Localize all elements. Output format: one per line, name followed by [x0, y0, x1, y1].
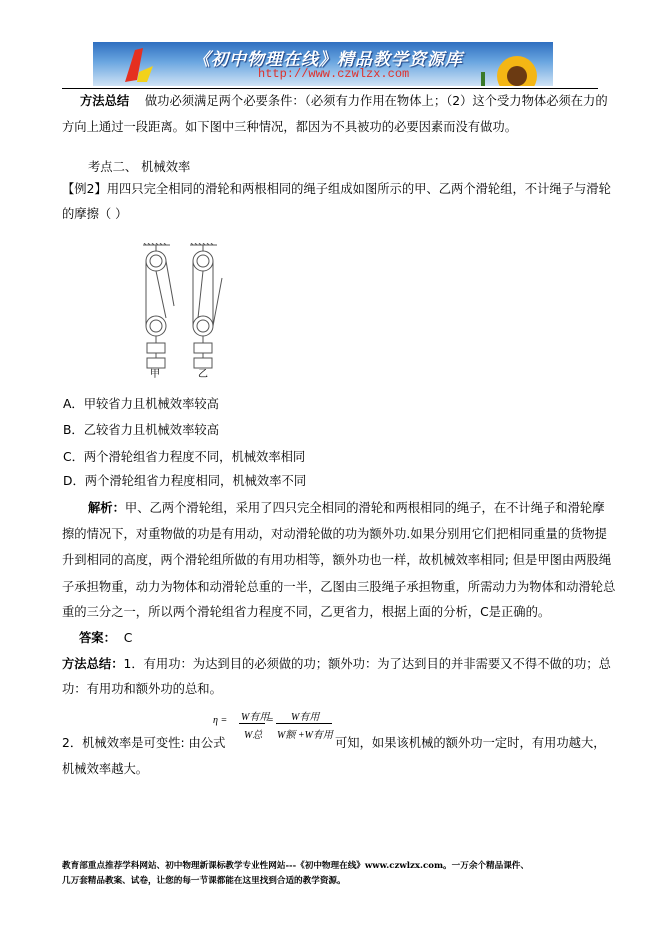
summary-line-4: 机械效率越大。: [62, 762, 149, 776]
fraction-bar: [276, 723, 332, 724]
figure-label-yi: 乙: [198, 369, 208, 380]
summary-line-2: 功：有用功和额外功的总和。: [62, 682, 222, 696]
formula-den1: W总: [244, 730, 263, 741]
summary-line-1: [62, 656, 611, 672]
intro-line-2: 方向上通过一段距离。如下图中三种情况，都因为不具被功的必要因素而没有做功。: [62, 120, 517, 134]
answer-line: [79, 630, 132, 646]
intro-text: 做功必须满足两个必要条件：（必须有力作用在物体上；（2）这个受力物体必须在力的: [144, 94, 608, 108]
summary-label: 方法总结：: [62, 657, 124, 671]
sunflower-icon: [473, 42, 553, 86]
formula-den2: W额 +W有用: [277, 730, 333, 741]
footer-line-1: 教育部重点推荐学科网站、初中物理新课标教学专业性网站---《初中物理在线》www.czwlzx.com。一万余个精品课件、: [62, 861, 529, 871]
option-b: B．乙较省力且机械效率较高: [63, 423, 219, 437]
intro-line-1: [80, 93, 608, 109]
option-c: C．两个滑轮组省力程度不同，机械效率相同: [63, 450, 306, 464]
figure-label-jia: 甲: [150, 369, 160, 380]
summary-line-3-end: 可知，如果该机械的额外功一定时，有用功越大，: [335, 736, 606, 750]
option-d: D．两个滑轮组省力程度相同，机械效率不同: [63, 474, 307, 488]
example-line-1: 【例2】用四只完全相同的滑轮和两根相同的绳子组成如图所示的甲、乙两个滑轮组，不计绳子与滑轮: [62, 182, 611, 196]
analysis-label: 解析：: [88, 501, 125, 515]
header-banner: [93, 42, 553, 86]
analysis-line-5: 重的三分之一，所以两个滑轮组省力程度不同，乙更省力，根据上面的分析，C是正确的。: [62, 605, 551, 619]
analysis-text: 甲、乙两个滑轮组，采用了四只完全相同的滑轮和两根相同的绳子，在不计绳子和滑轮摩: [124, 501, 605, 515]
formula-eta: η =: [213, 715, 228, 726]
pulley-system-yi: [190, 243, 222, 368]
analysis-line-3: 升到相同的高度，两个滑轮组所做的有用功相等，额外功也一样，故机械效率相同; 但是甲图由两股绳: [62, 553, 612, 567]
example-line-2: 的摩擦（ ）: [62, 207, 128, 221]
header-divider: [62, 88, 598, 89]
formula-eq: =: [267, 715, 274, 726]
summary-text: 1．有用功：为达到目的必须做的功；额外功：为了达到目的并非需要又不得不做的功；总: [123, 657, 611, 671]
intro-label: 方法总结: [80, 94, 130, 108]
analysis-line-4: 子承担物重，动力为物体和动滑轮总重的一半，乙图由三股绳子承担物重，所需动力为物体和动滑轮总: [62, 580, 616, 594]
answer-label: 答案：: [79, 631, 116, 645]
section-heading: 考点二、 机械效率: [88, 160, 191, 174]
summary-line-3-start: 2．机械效率是可变性: 由公式: [62, 736, 226, 750]
formula-num1: W有用: [241, 712, 270, 723]
pulley-figure: [138, 243, 238, 383]
formula-num2: W有用: [291, 712, 320, 723]
pulley-system-jia: [143, 243, 174, 368]
logo-icon: [113, 42, 173, 86]
efficiency-formula: [213, 708, 333, 748]
answer-value: C: [123, 631, 133, 645]
banner-title: 《初中物理在线》精品教学资源库: [193, 50, 463, 70]
banner-url: http://www.czwlzx.com: [258, 67, 410, 81]
analysis-line-1: [88, 500, 605, 516]
fraction-bar: [239, 723, 265, 724]
option-a: A．甲较省力且机械效率较高: [63, 397, 219, 411]
analysis-line-2: 擦的情况下，对重物做的功是有用动，对动滑轮做的功为额外功.如果分别用它们把相同重量的货物提: [62, 527, 607, 541]
footer-line-2: 几万套精品教案、试卷，让您的每一节课都能在这里找到合适的教学资源。: [62, 876, 346, 886]
